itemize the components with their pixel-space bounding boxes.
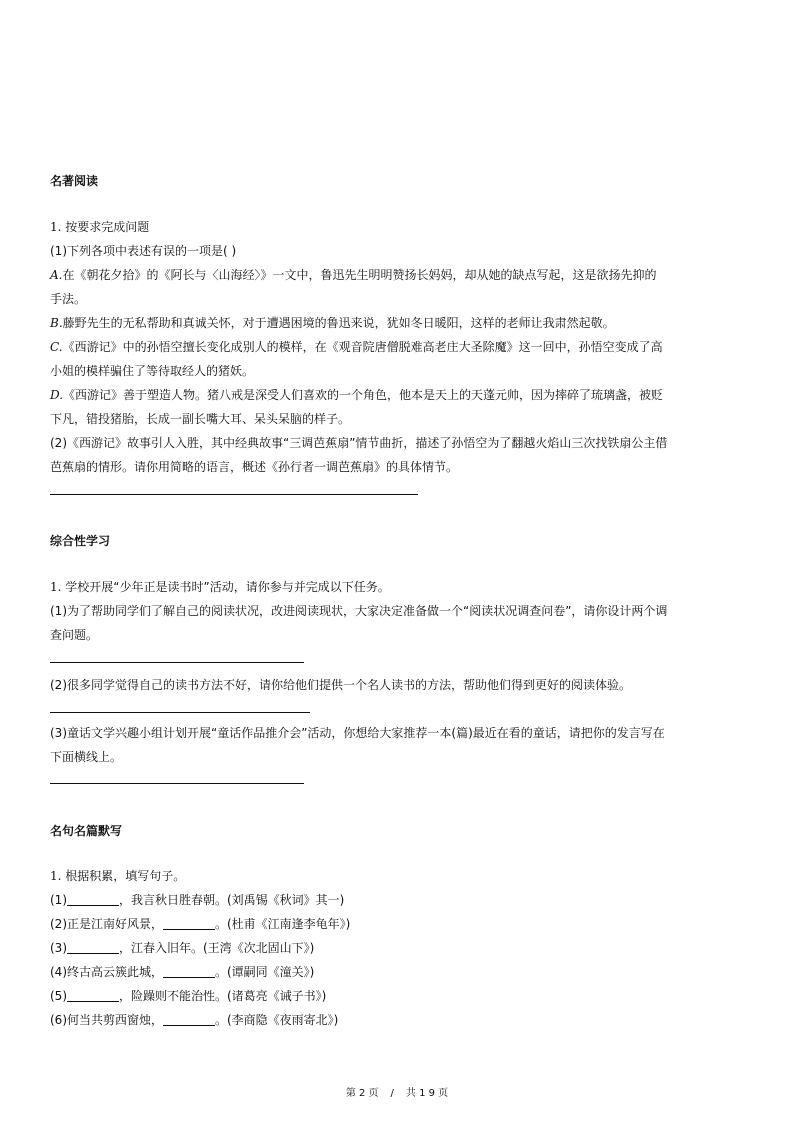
option-c-text: 《西游记》中的孙悟空擅长变化成别人的模样，在《观音院唐僧脱难高老庄大圣除魔》这一回中，孙悟空变成了高: [62, 340, 663, 354]
question-number: 1.: [50, 220, 62, 234]
sub-question-2-line1: (2)很多同学觉得自己的读书方法不好，请你给他们提供一个名人读书的方法，帮助他们得到更好的阅读体验。: [50, 678, 632, 692]
fill-blank[interactable]: [163, 917, 215, 930]
sub-question-2-line2: 芭蕉扇的情形。请你用简略的语言，概述《孙行者一调芭蕉扇》的具体情节。: [50, 460, 459, 474]
fill-item-prefix: (4)终古高云簇此城，: [50, 965, 163, 979]
question-text: 学校开展“少年正是读书时”活动，请你参与并完成以下任务。: [65, 580, 390, 594]
section-heading-mingju: 名句名篇默写: [50, 824, 123, 838]
question-text: 根据积累，填写句子。: [65, 869, 186, 883]
question-1-title: [50, 218, 149, 235]
sub-question-3-line1: (3)童话文学兴趣小组计划开展“童话作品推介会”活动，你想给大家推荐一本(篇)最近在看的童话，请把你的发言写在: [50, 726, 665, 740]
question-1-title: [50, 867, 185, 884]
sub-question-1-line1: (1)为了帮助同学们了解自己的阅读状况，改进阅读现状，大家决定准备做一个“阅读状况调查问卷”，请你设计两个调: [50, 604, 668, 618]
fill-item-2: [50, 915, 350, 932]
option-a-letter: A.: [50, 268, 63, 282]
option-a-text: 在《朝花夕拾》的《阿长与〈山海经〉》一文中，鲁迅先生明明赞扬长妈妈，却从她的缺点写起，这是欲扬先抑的: [62, 268, 657, 282]
option-d-text: 《西游记》善于塑造人物。猪八戒是深受人们喜欢的一个角色，他本是天上的天蓬元帅，因为摔碎了琉璃盏，被贬: [63, 388, 664, 402]
section-heading-mingzhu: 名著阅读: [50, 174, 99, 188]
fill-item-suffix: ，江春入旧年。(王湾《次北固山下》): [119, 941, 315, 955]
option-c-line2: 小姐的模样骗住了等待取经人的猪妖。: [50, 364, 255, 378]
sub-question-1: (1)下列各项中表述有误的一项是( ): [50, 244, 237, 258]
option-d-line1: [50, 386, 663, 403]
fill-item-prefix: (5): [50, 989, 67, 1003]
option-a-line2: 手法。: [50, 292, 87, 306]
option-c-line1: [50, 338, 663, 355]
option-c-letter: C.: [50, 340, 63, 354]
fill-item-suffix: ，险躁则不能治性。(诸葛亮《诫子书》): [119, 989, 327, 1003]
answer-line[interactable]: [50, 783, 304, 784]
fill-item-prefix: (3): [50, 941, 67, 955]
fill-blank[interactable]: [67, 893, 119, 906]
question-number: 1.: [50, 869, 62, 883]
option-b-letter: B.: [50, 316, 63, 330]
fill-item-5: [50, 987, 326, 1004]
option-a-line1: [50, 266, 657, 283]
option-d-letter: D.: [50, 388, 64, 402]
option-d-line2: 下凡，错投猪胎，长成一副长嘴大耳、呆头呆脑的样子。: [50, 412, 351, 426]
sub-question-1-line2: 查问题。: [50, 628, 99, 642]
fill-item-prefix: (6)何当共剪西窗烛，: [50, 1013, 163, 1027]
fill-item-1: [50, 891, 344, 908]
fill-item-prefix: (2)正是江南好风景，: [50, 917, 163, 931]
option-b-line1: [50, 314, 615, 331]
page-number: 第 2 页: [345, 1088, 379, 1099]
fill-blank[interactable]: [67, 989, 119, 1002]
question-text: 按要求完成问题: [65, 220, 150, 234]
page-separator: /: [390, 1088, 394, 1099]
sub-question-2-line1: (2)《西游记》故事引人入胜，其中经典故事“三调芭蕉扇”情节曲折，描述了孙悟空为了翻越火焰山三次找铁扇公主借: [50, 436, 668, 450]
answer-line[interactable]: [50, 712, 310, 713]
answer-line[interactable]: [50, 662, 304, 663]
answer-line[interactable]: [50, 494, 418, 495]
fill-blank[interactable]: [163, 1013, 215, 1026]
sub-question-3-line2: 下面横线上。: [50, 750, 123, 764]
fill-item-prefix: (1): [50, 893, 67, 907]
fill-item-6: [50, 1011, 338, 1028]
fill-item-suffix: 。(李商隐《夜雨寄北》): [215, 1013, 339, 1027]
fill-item-suffix: 。(杜甫《江南逢李龟年》): [215, 917, 351, 931]
fill-blank[interactable]: [163, 965, 215, 978]
fill-item-suffix: ，我言秋日胜春朝。(刘禹锡《秋词》其一): [119, 893, 345, 907]
option-b-text: 藤野先生的无私帮助和真诚关怀，对于遭遇困境的鲁迅来说，犹如冬日暖阳，这样的老师让我肃然起敬。: [62, 316, 615, 330]
fill-item-4: [50, 963, 314, 980]
page-total: 共 1 9 页: [405, 1088, 449, 1099]
page-footer: [0, 1084, 794, 1099]
fill-item-3: [50, 939, 314, 956]
question-1-title: [50, 578, 390, 595]
fill-blank[interactable]: [67, 941, 119, 954]
question-number: 1.: [50, 580, 62, 594]
fill-item-suffix: 。(谭嗣同《潼关》): [215, 965, 315, 979]
section-heading-zonghe: 综合性学习: [50, 534, 111, 548]
